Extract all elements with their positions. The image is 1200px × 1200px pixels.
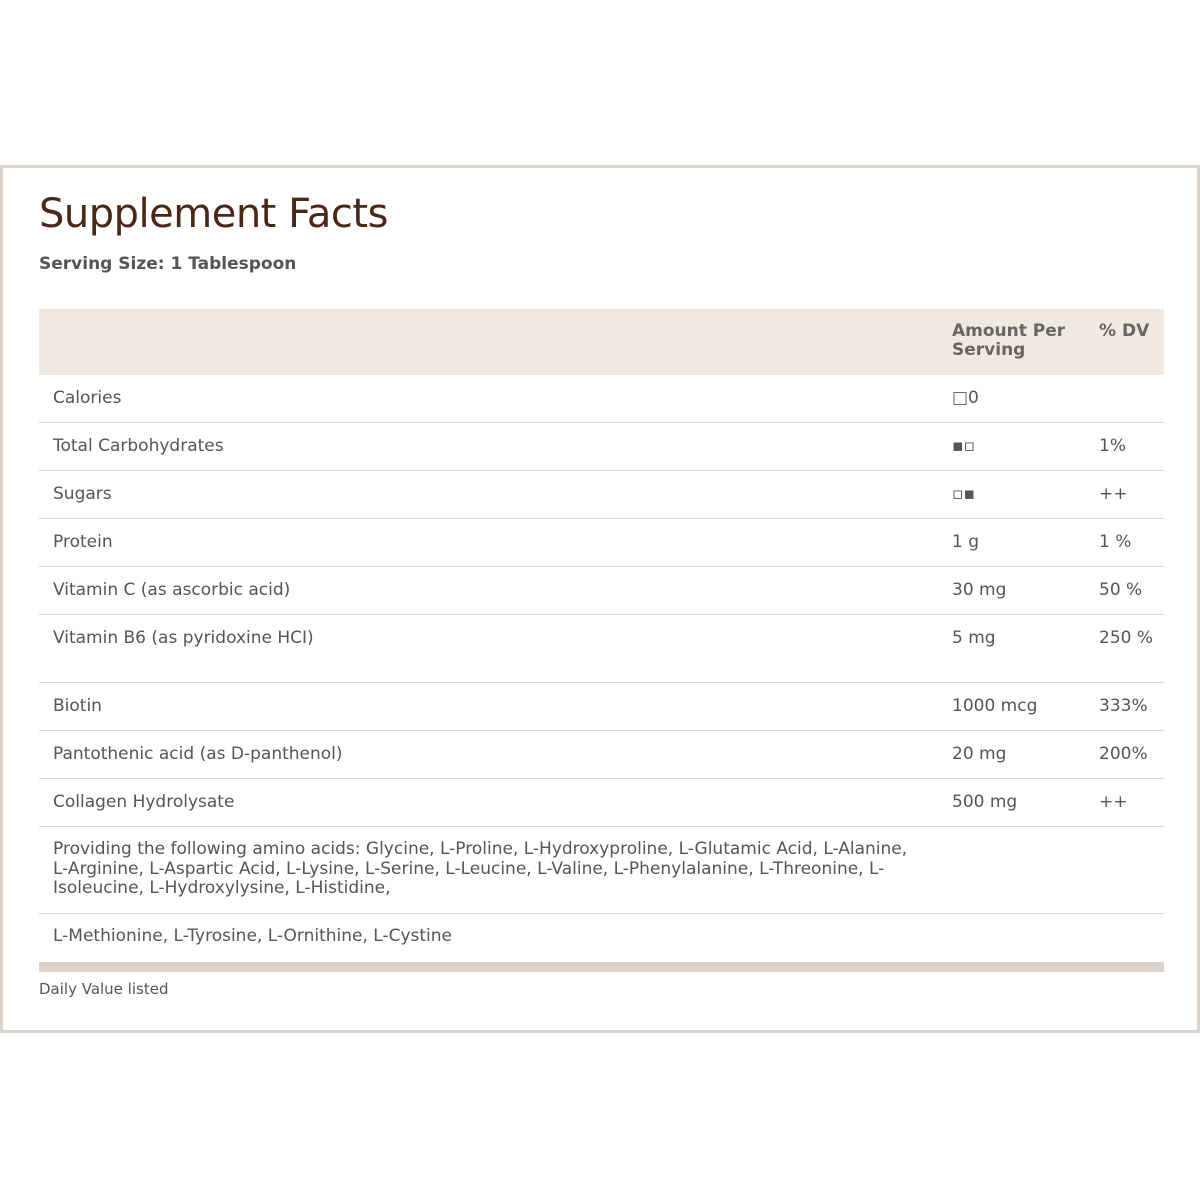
nutrient-amount: 500 mg <box>952 792 1018 812</box>
table-row <box>39 567 1164 615</box>
serving-size: Serving Size: 1 Tablespoon <box>39 254 297 274</box>
table-row <box>39 683 1164 731</box>
nutrient-name: Biotin <box>53 696 102 716</box>
table-row <box>39 519 1164 567</box>
header-nutrient <box>39 322 938 375</box>
page-title: Supplement Facts <box>39 191 388 237</box>
amino-acids-text-continued: L-Methionine, L-Tyrosine, L-Ornithine, L-Cystine <box>53 926 452 946</box>
table-row <box>39 375 1164 423</box>
nutrient-name: Calories <box>53 388 122 408</box>
table-row <box>39 471 1164 519</box>
nutrient-amount: 20 mg <box>952 744 1007 764</box>
nutrient-name: Collagen Hydrolysate <box>53 792 235 812</box>
nutrient-name: Vitamin C (as ascorbic acid) <box>53 580 291 600</box>
supplement-facts-panel <box>0 165 1200 1033</box>
table-header <box>39 309 1164 375</box>
nutrient-amount: 1 g <box>952 532 980 552</box>
amino-acids-text: Providing the following amino acids: Glycine, L-Proline, L-Hydroxyproline, L-Glutamic Acid, L-Alanine, L-Arginine, L-Aspartic Acid, L-Lysine, L-Serine, L-Leucine, L-Valine, L-Phenylalanine, L-Threonine, L-Isoleucine, L-Hydroxylysine, L-Histidine, <box>53 839 908 898</box>
nutrient-amount: □0 <box>952 388 979 408</box>
nutrient-amount: 5 mg <box>952 628 996 648</box>
nutrient-dv: 333% <box>1099 696 1148 716</box>
table-row <box>39 779 1164 827</box>
nutrient-amount: 30 mg <box>952 580 1007 600</box>
amino-acids-row-continued <box>39 914 1164 962</box>
nutrient-name: Pantothenic acid (as D-panthenol) <box>53 744 343 764</box>
nutrient-dv: 250 % <box>1099 628 1154 648</box>
table-bottom-rule <box>39 962 1164 972</box>
header-dv: % DV <box>1099 321 1150 341</box>
nutrient-name: Sugars <box>53 484 112 504</box>
nutrient-name: Protein <box>53 532 113 552</box>
facts-table <box>39 309 1164 972</box>
nutrient-amount: ▪▫ <box>952 436 976 456</box>
amino-acids-row <box>39 827 1164 914</box>
nutrient-dv: 50 % <box>1099 580 1143 600</box>
table-row <box>39 615 1164 683</box>
nutrient-dv <box>1085 388 1164 422</box>
nutrient-amount: 1000 mcg <box>952 696 1038 716</box>
nutrient-dv: 200% <box>1099 744 1148 764</box>
nutrient-dv: ++ <box>1099 792 1128 812</box>
nutrient-dv: 1 % <box>1099 532 1132 552</box>
daily-value-footnote: Daily Value listed <box>39 980 169 998</box>
nutrient-dv: ++ <box>1099 484 1128 504</box>
nutrient-name: Vitamin B6 (as pyridoxine HCI) <box>53 628 314 648</box>
nutrient-amount: ▫▪ <box>952 484 976 504</box>
header-amount: Amount Per Serving <box>952 321 1066 360</box>
nutrient-dv: 1% <box>1099 436 1126 456</box>
table-row <box>39 423 1164 471</box>
table-row <box>39 731 1164 779</box>
nutrient-name: Total Carbohydrates <box>53 436 224 456</box>
